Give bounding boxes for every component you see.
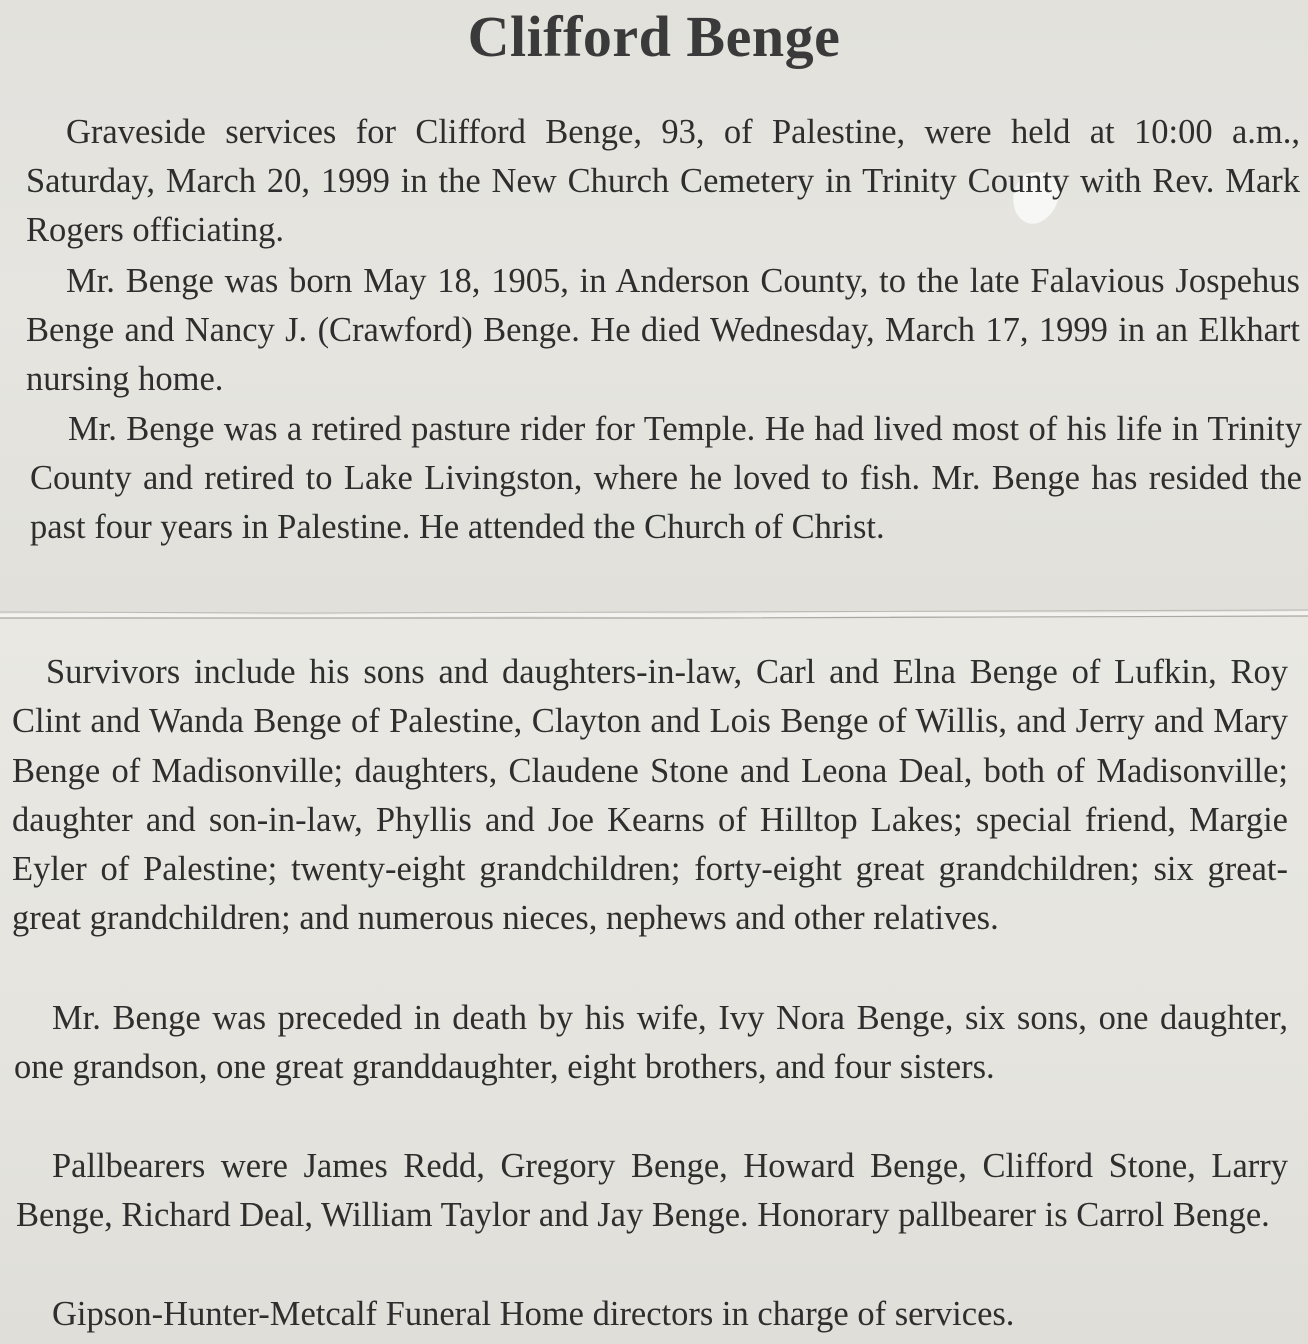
- paragraph-birth-death: Mr. Benge was born May 18, 1905, in Anderson County, to the late Falavious Jospehus Benge and Nancy J. (Crawford) Benge. He died Wednesday, March 17, 1999 in an Elkhart nursing home.: [26, 262, 1300, 398]
- obituary-headline: Clifford Benge: [467, 4, 841, 69]
- paragraph-services: Graveside services for Clifford Benge, 93, of Palestine, were held at 10:00 a.m., Saturday, March 20, 1999 in the New Church Cemetery in Trinity County with Rev. Mark Rogers officiating.: [26, 113, 1300, 249]
- paragraph-pallbearers: Pallbearers were James Redd, Gregory Benge, Howard Benge, Clifford Stone, Larry Benge, Richard Deal, William Taylor and Jay Benge. Honorary pallbearer is Carrol Benge.: [16, 1147, 1288, 1234]
- paragraph-life: Mr. Benge was a retired pasture rider for Temple. He had lived most of his life in Trinity County and retired to Lake Livingston, where he loved to fish. Mr. Benge has resided the past four years in Palestine. He attended the Church of Christ.: [30, 410, 1302, 546]
- paragraph-funeral-home: Gipson-Hunter-Metcalf Funeral Home directors in charge of services.: [52, 1295, 1015, 1333]
- paragraph-survivors: Survivors include his sons and daughters-in-law, Carl and Elna Benge of Lufkin, Roy Clint and Wanda Benge of Palestine, Clayton and Lois Benge of Willis, and Jerry and Mary Benge of Madisonville; daughters, Claudene Stone and Leona Deal, both of Madisonville; daughter and son-in-law, Phyllis and Joe Kearns of Hilltop Lakes; special friend, Margie Eyler of Palestine; twenty-eight grandchildren; forty-eight great grandchildren; six great-great grandchildren; and numerous nieces, nephews and other relatives.: [12, 653, 1288, 938]
- paragraph-preceded: Mr. Benge was preceded in death by his wife, Ivy Nora Benge, six sons, one daughter, one grandson, one great granddaughter, eight brothers, and four sisters.: [14, 999, 1288, 1086]
- paper-tear-line: [0, 606, 1308, 620]
